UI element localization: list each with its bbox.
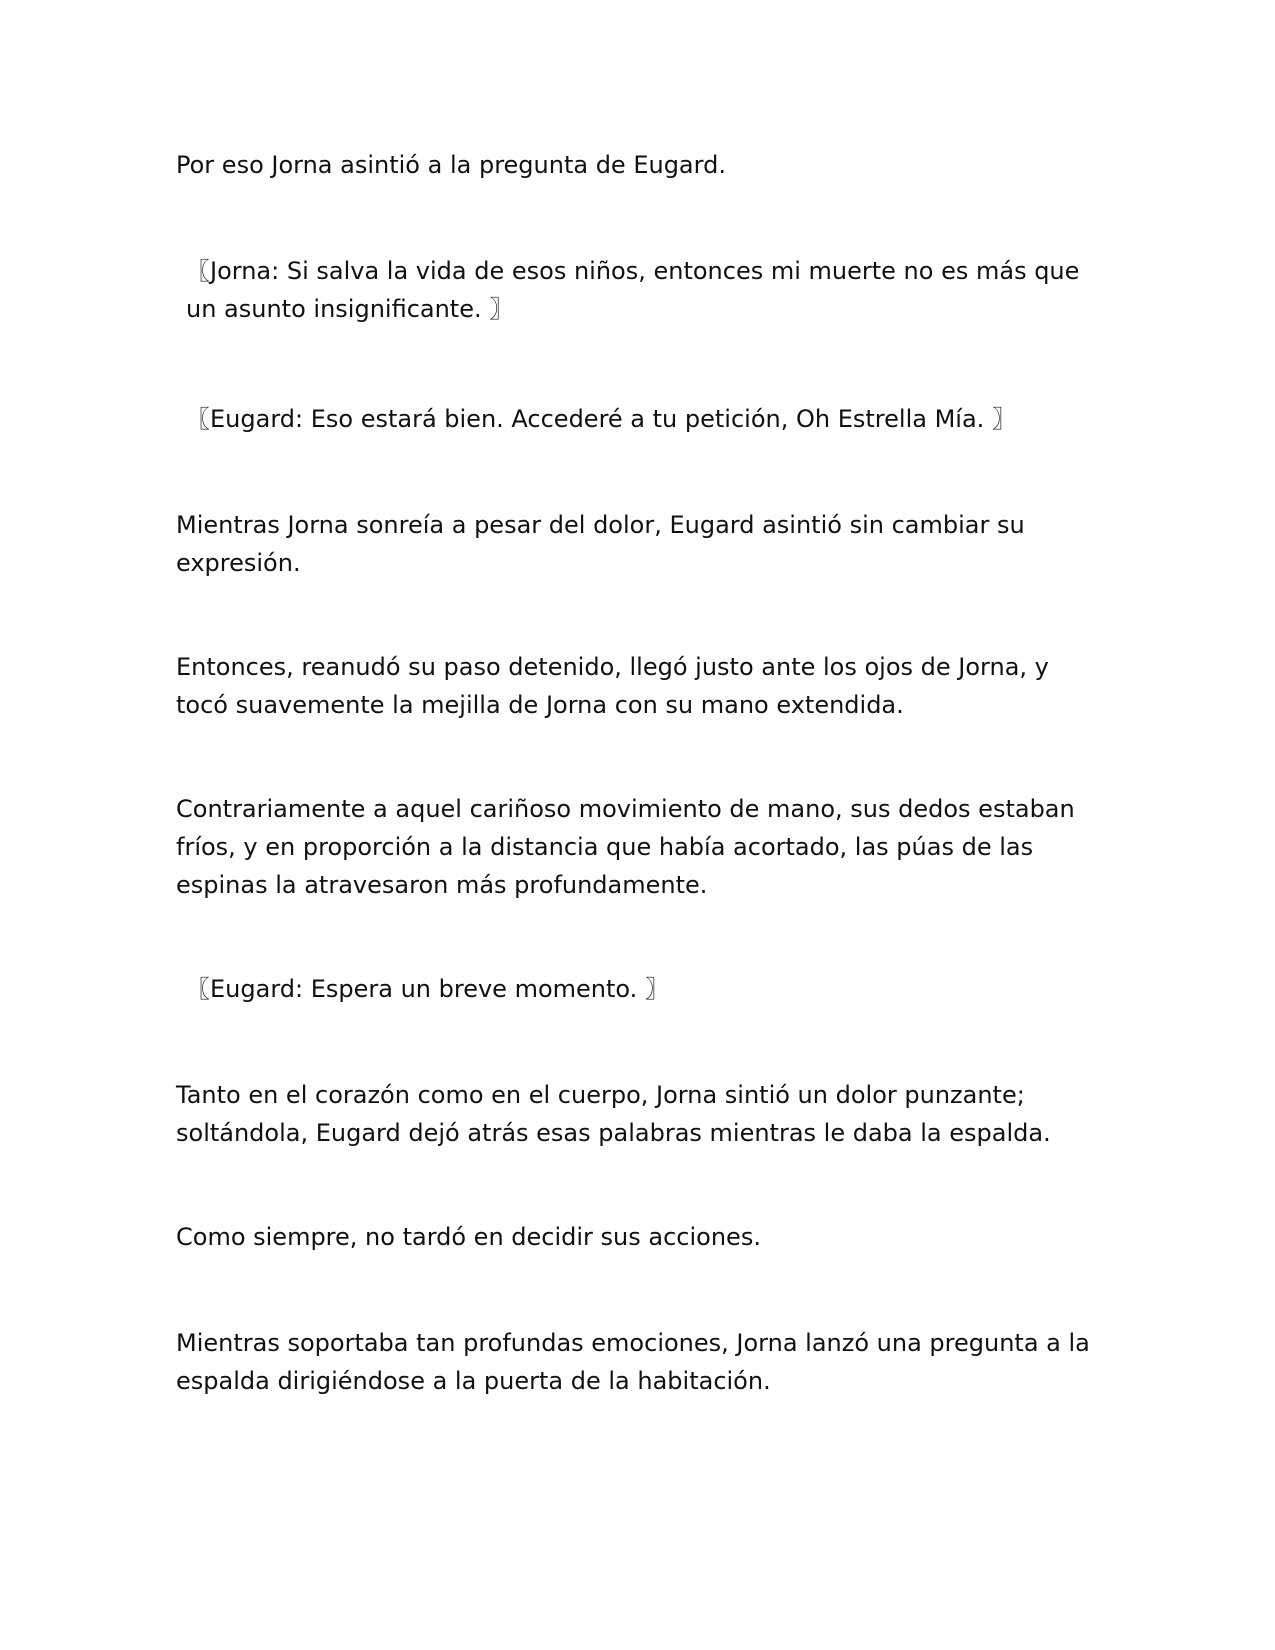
paragraph-10: Mientras soportaba tan profundas emociones, Jorna lanzó una pregunta a la espalda dirigiéndose a la puerta de la habitación. [176,1329,1090,1395]
dialogue-eugard-2: 〖Eugard: Espera un breve momento. 〗 [186,975,669,1003]
paragraph-6: Contrariamente a aquel cariñoso movimiento de mano, sus dedos estaban fríos, y en proporción a la distancia que había acortado, las púas de las espinas la atravesaron más profundamente. [176,795,1075,899]
dialogue-jorna: 〖Jorna: Si salva la vida de esos niños, entonces mi muerte no es más que un asunto insignificante. 〗 [186,257,1080,323]
paragraph-4: Mientras Jorna sonreía a pesar del dolor, Eugard asintió sin cambiar su expresión. [176,511,1025,577]
paragraph-9: Como siempre, no tardó en decidir sus acciones. [176,1223,761,1251]
paragraph-8: Tanto en el corazón como en el cuerpo, Jorna sintió un dolor punzante; soltándola, Eugard dejó atrás esas palabras mientras le daba la espalda. [176,1081,1051,1147]
dialogue-eugard-1: 〖Eugard: Eso estará bien. Accederé a tu petición, Oh Estrella Mía. 〗 [186,405,1016,433]
paragraph-1: Por eso Jorna asintió a la pregunta de Eugard. [176,151,726,179]
paragraph-5: Entonces, reanudó su paso detenido, llegó justo ante los ojos de Jorna, y tocó suavemente la mejilla de Jorna con su mano extendida. [176,653,1049,719]
